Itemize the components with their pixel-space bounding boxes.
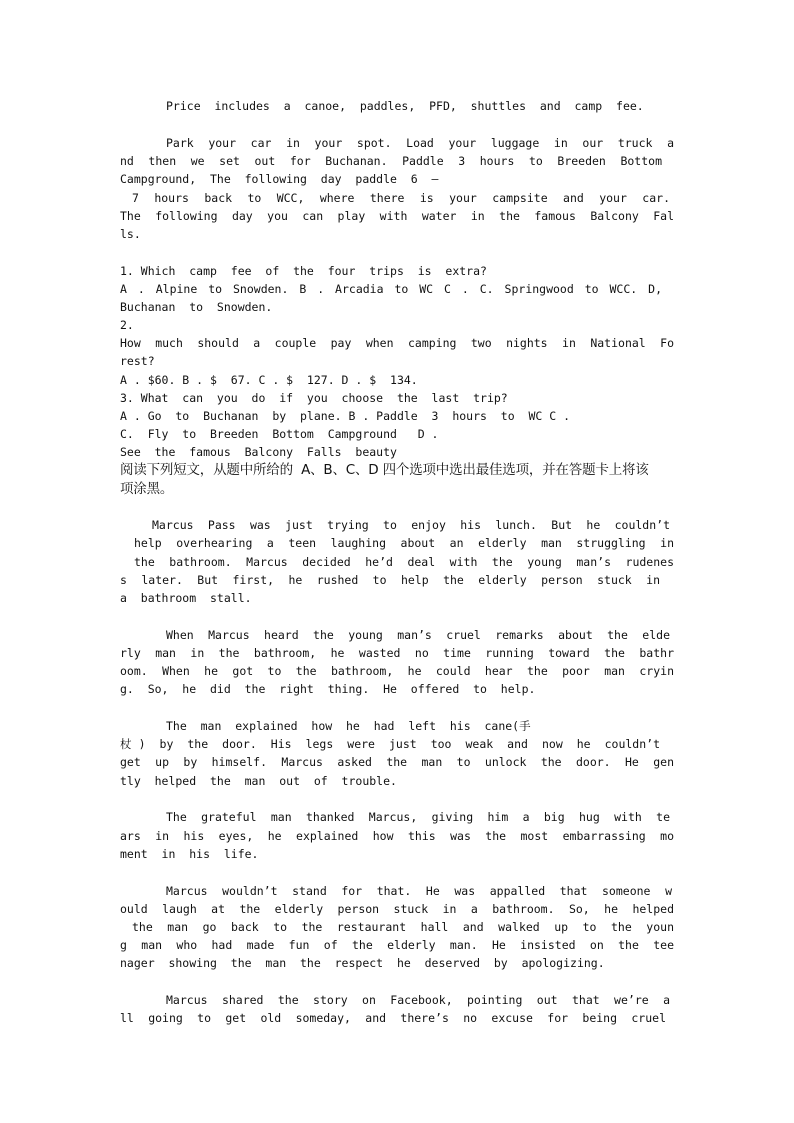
question-line: See the famous Balcony Falls beauty xyxy=(120,445,397,459)
passage1-line: nd then we set out for Buchanan. Paddle 3 hours to Breeden Bottom xyxy=(120,154,662,168)
question-line: 3. What can you do if you choose the last trip? xyxy=(120,391,508,405)
passage2-line: ould laugh at the elderly person stuck in a bathroom. So, he helped xyxy=(120,902,674,916)
passage2-line: rly man in the bathroom, he wasted no time running toward the bathr xyxy=(120,646,674,660)
question-line: A . Alpine to Snowden. B . Arcadia to WC C . C. Springwood to WCC. D, xyxy=(120,282,662,296)
passage2-line: g man who had made fun of the elderly man. He insisted on the tee xyxy=(120,938,674,952)
passage2-line: The grateful man thanked Marcus, giving him a big hug with te xyxy=(166,810,670,824)
question-line: Buchanan to Snowden. xyxy=(120,300,273,314)
passage1-line: The following day you can play with water in the famous Balcony Fal xyxy=(120,209,674,223)
passage2-line: ment in his life. xyxy=(120,847,259,861)
passage2-line: Marcus Pass was just trying to enjoy his lunch. But he couldn’t xyxy=(152,518,670,532)
instruction-line: 阅读下列短文，从题中所给的 A、B、C、D 四个选项中选出最佳选项，并在答题卡上将该 xyxy=(120,462,649,478)
question-line: 1. Which camp fee of the four trips is extra? xyxy=(120,264,487,278)
passage1-line: ls. xyxy=(120,227,141,241)
passage2-line: help overhearing a teen laughing about an elderly man struggling in xyxy=(134,536,674,550)
passage2-line: nager showing the man the respect he deserved by apologizing. xyxy=(120,956,605,970)
passage2-line: ars in his eyes, he explained how this was the most embarrassing mo xyxy=(120,829,674,843)
question-line: rest? xyxy=(120,354,155,368)
instruction-line: 项涂黑。 xyxy=(120,481,174,497)
question-line: A . Go to Buchanan by plane. B . Paddle 3 hours to WC C . xyxy=(120,409,571,423)
price-line: Price includes a canoe, paddles, PFD, shuttles and camp fee. xyxy=(166,99,644,113)
passage2-line: oom. When he got to the bathroom, he could hear the poor man cryin xyxy=(120,664,674,678)
passage2-line: Marcus wouldn’t stand for that. He was appalled that someone w xyxy=(166,884,672,898)
question-line: A . $60. B . $ 67. C . $ 127. D . $ 134. xyxy=(120,373,418,387)
passage2-line: When Marcus heard the young man’s cruel remarks about the elde xyxy=(166,628,670,642)
passage2-line: a bathroom stall. xyxy=(120,591,252,605)
passage2-line: g. So, he did the right thing. He offered to help. xyxy=(120,682,536,696)
passage2-line: the bathroom. Marcus decided he’d deal with the young man’s rudenes xyxy=(134,555,674,569)
passage2-line: Marcus shared the story on Facebook, pointing out that we’re a xyxy=(166,993,670,1007)
question-line: How much should a couple pay when camping two nights in National Fo xyxy=(120,336,674,350)
question-line: C. Fly to Breeden Bottom Campground D . xyxy=(120,427,439,441)
passage2-line: s later. But first, he rushed to help the elderly person stuck in xyxy=(120,573,660,587)
passage1-line: 7 hours back to WCC, where there is your campsite and your car. xyxy=(132,191,670,205)
question-line: 2. xyxy=(120,318,134,332)
passage2-line: The man explained how he had left his cane(手 xyxy=(166,719,531,733)
passage1-line: Campground, The following day paddle 6 – xyxy=(120,172,439,186)
passage2-line: ll going to get old someday, and there’s no excuse for being cruel xyxy=(120,1011,666,1025)
passage1-line: Park your car in your spot. Load your luggage in our truck a xyxy=(166,136,674,150)
passage2-line: 杖) by the door. His legs were just too weak and now he couldn’t xyxy=(120,737,660,751)
passage2-line: get up by himself. Marcus asked the man to unlock the door. He gen xyxy=(120,755,674,769)
passage2-line: the man go back to the restaurant hall and walked up to the youn xyxy=(132,920,674,934)
passage2-line: tly helped the man out of trouble. xyxy=(120,774,397,788)
